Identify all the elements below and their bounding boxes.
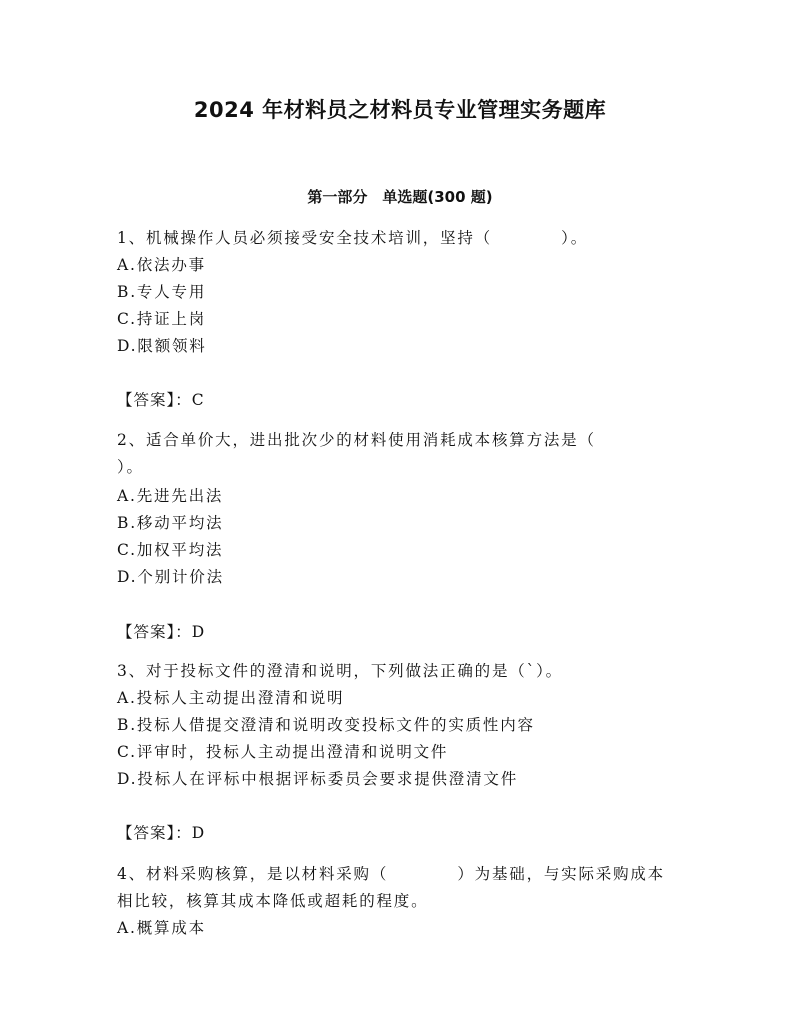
section-heading: 第一部分 单选题(300 题) xyxy=(307,188,493,206)
answer-label: 【答案】： xyxy=(117,623,192,641)
question-4-option-a: A.概算成本 xyxy=(117,919,206,937)
question-1-option-b: B.专人专用 xyxy=(117,283,207,301)
question-1-answer xyxy=(117,390,205,410)
question-2-option-c: C.加权平均法 xyxy=(117,541,224,559)
question-3-option-b: B.投标人借提交澄清和说明改变投标文件的实质性内容 xyxy=(117,716,535,734)
question-1-stem: 1、机械操作人员必须接受安全技术培训，坚持（ ）。 xyxy=(117,229,589,247)
question-3-option-d: D.投标人在评标中根据评标委员会要求提供澄清文件 xyxy=(117,770,519,788)
question-2-option-b: B.移动平均法 xyxy=(117,514,224,532)
answer-label: 【答案】： xyxy=(117,391,192,409)
answer-value: D xyxy=(191,824,206,842)
document-title: 2024 年材料员之材料员专业管理实务题库 xyxy=(193,98,607,122)
question-1-option-d: D.限额领料 xyxy=(117,337,207,355)
question-2-stem-line-1: 2、适合单价大，进出批次少的材料使用消耗成本核算方法是（ xyxy=(117,431,596,449)
question-4-stem-line-2: 相比较，核算其成本降低或超耗的程度。 xyxy=(117,892,429,910)
question-1-option-c: C.持证上岗 xyxy=(117,310,207,328)
question-3-answer xyxy=(117,823,205,843)
answer-label: 【答案】： xyxy=(117,824,192,842)
question-3-option-c: C.评审时，投标人主动提出澄清和说明文件 xyxy=(117,743,449,761)
question-4-stem-line-1: 4、材料采购核算，是以材料采购（ ）为基础，与实际采购成本 xyxy=(117,865,665,883)
answer-value: D xyxy=(191,623,206,641)
question-3-option-a: A.投标人主动提出澄清和说明 xyxy=(117,689,345,707)
question-2-option-a: A.先进先出法 xyxy=(117,487,224,505)
question-2-stem-line-2: ）。 xyxy=(117,458,144,476)
answer-value: C xyxy=(191,391,205,409)
question-1-option-a: A.依法办事 xyxy=(117,256,206,274)
question-3-stem: 3、对于投标文件的澄清和说明，下列做法正确的是（`）。 xyxy=(117,662,563,680)
question-2-answer xyxy=(117,622,205,642)
question-2-option-d: D.个别计价法 xyxy=(117,568,224,586)
